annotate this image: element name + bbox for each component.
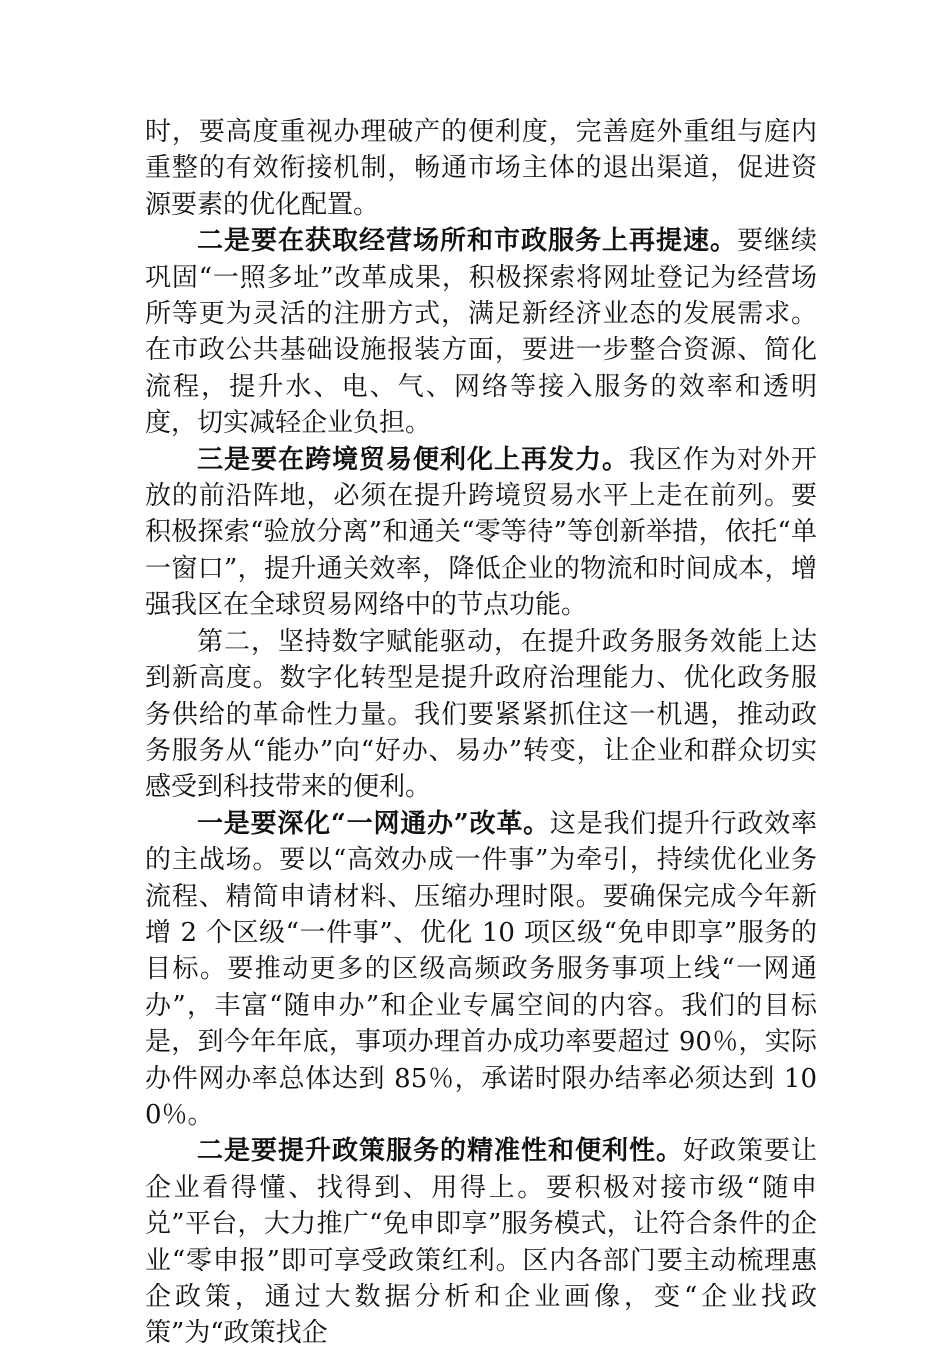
- paragraph-5-lead: 一是要深化“一网通办”改革。: [197, 808, 550, 839]
- paragraph-5: [145, 806, 817, 1134]
- paragraph-6-lead: 二是要提升政策服务的精准性和便利性。: [197, 1136, 683, 1167]
- paragraph-2-text: 要继续巩固“一照多址”改革成果，积极探索将网址登记为经营场所等更为灵活的注册方式，满足新经济业态的发展需求。在市政公共基础设施报装方面，要进一步整合资源、简化流程，提升水、电、气、网络等接入服务的效率和透明度，切实减轻企业负担。: [145, 226, 817, 439]
- paragraph-6-text: 好政策要让企业看得懂、找得到、用得上。要积极对接市级“随申兑”平台，大力推广“免申即享”服务模式，让符合条件的企业“零申报”即可享受政策红利。区内各部门要主动梳理惠企政策，通过大数据分析和企业画像，变“企业找政策”为“政策找企: [145, 1136, 817, 1349]
- paragraph-2-lead: 二是要在获取经营场所和市政服务上再提速。: [197, 226, 737, 257]
- paragraph-5-text: 这是我们提升行政效率的主战场。要以“高效办成一件事”为牵引，持续优化业务流程、精简申请材料、压缩办理时限。要确保完成今年新增 2 个区级“一件事”、优化 10 项区级“免申即享”服务的目标。要推动更多的区级高频政务服务事项上线“一网通办”，丰富“随申办”和企业专属空间的内容。我们的目标是，到今年年底，事项办理首办成功率要超过 90％，实际办件网办率总体达到 85％，承诺时限办结率必须达到 100％。: [145, 808, 817, 1130]
- paragraph-4: [145, 624, 817, 806]
- paragraph-3-lead: 三是要在跨境贸易便利化上再发力。: [197, 444, 629, 475]
- paragraph-3: [145, 442, 817, 624]
- paragraph-1: [145, 114, 817, 223]
- paragraph-6: [145, 1133, 817, 1351]
- paragraph-1-text: 时，要高度重视办理破产的便利度，完善庭外重组与庭内重整的有效衔接机制，畅通市场主体的退出渠道，促进资源要素的优化配置。: [145, 117, 817, 220]
- paragraph-4-text: 第二，坚持数字赋能驱动，在提升政务服务效能上达到新高度。数字化转型是提升政府治理能力、优化政务服务供给的革命性力量。我们要紧紧抓住这一机遇，推动政务服务从“能办”向“好办、易办”转变，让企业和群众切实感受到科技带来的便利。: [145, 626, 817, 803]
- paragraph-2: [145, 223, 817, 441]
- document-body: [145, 114, 817, 1352]
- paragraph-3-text: 我区作为对外开放的前沿阵地，必须在提升跨境贸易水平上走在前列。要积极探索“验放分离”和通关“零等待”等创新举措，依托“单一窗口”，提升通关效率，降低企业的物流和时间成本，增强我区在全球贸易网络中的节点功能。: [145, 444, 817, 621]
